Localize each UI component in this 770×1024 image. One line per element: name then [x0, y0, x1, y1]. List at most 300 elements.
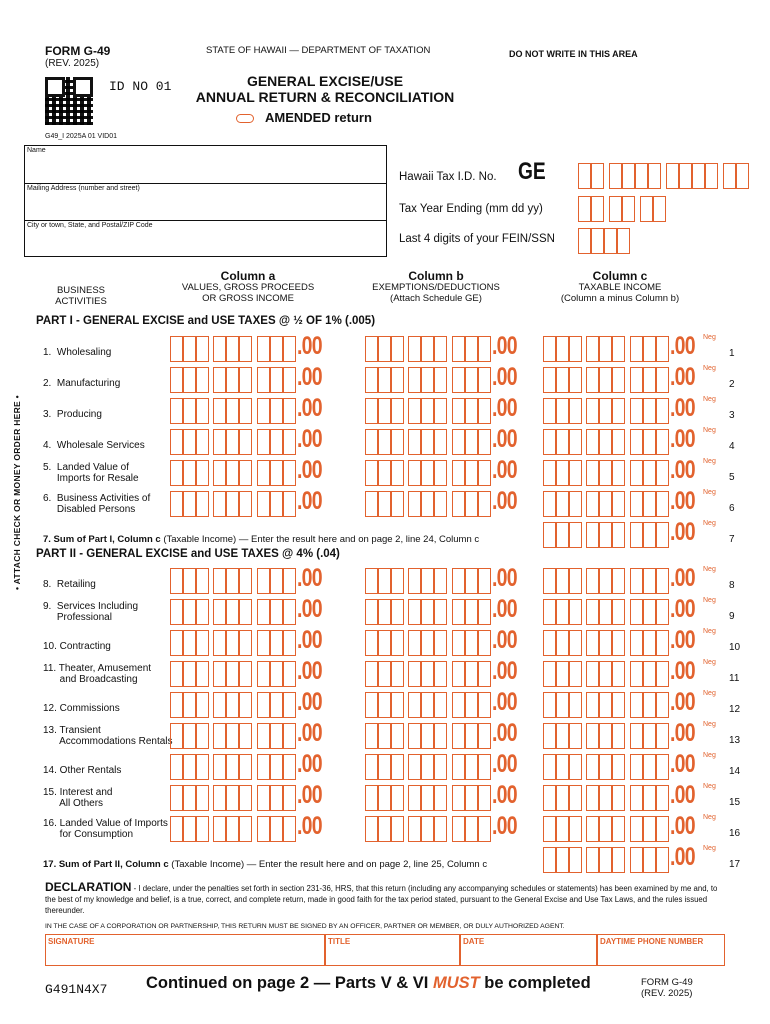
digit-box[interactable] — [408, 816, 421, 842]
digit-box[interactable] — [630, 568, 643, 594]
digit-group[interactable] — [213, 367, 253, 393]
digit-group[interactable] — [452, 723, 492, 749]
digit-group[interactable] — [170, 661, 210, 687]
digit-box[interactable] — [452, 692, 465, 718]
digit-group[interactable] — [213, 785, 253, 811]
digit-box[interactable] — [239, 367, 252, 393]
digit-group[interactable] — [365, 491, 405, 517]
digit-box[interactable] — [478, 692, 491, 718]
digit-group[interactable] — [257, 723, 297, 749]
digit-box[interactable] — [213, 599, 226, 625]
digit-box[interactable] — [226, 754, 239, 780]
digit-box[interactable] — [257, 630, 270, 656]
phone-field[interactable] — [597, 934, 725, 966]
digit-box[interactable] — [226, 630, 239, 656]
digit-box[interactable] — [656, 336, 669, 362]
digit-box[interactable] — [586, 723, 599, 749]
digit-group[interactable] — [170, 367, 210, 393]
digit-group[interactable] — [257, 692, 297, 718]
digit-box[interactable] — [452, 599, 465, 625]
digit-group[interactable] — [213, 429, 253, 455]
digit-box[interactable] — [421, 661, 434, 687]
digit-box[interactable] — [196, 785, 209, 811]
digit-box[interactable] — [643, 568, 656, 594]
digit-box[interactable] — [378, 460, 391, 486]
digit-box[interactable] — [391, 460, 404, 486]
digit-box[interactable] — [196, 692, 209, 718]
digit-group[interactable] — [630, 568, 670, 594]
digit-box[interactable] — [391, 599, 404, 625]
digit-box[interactable] — [586, 398, 599, 424]
digit-box[interactable] — [226, 398, 239, 424]
digit-box[interactable] — [465, 491, 478, 517]
digit-box[interactable] — [478, 630, 491, 656]
digit-box[interactable] — [656, 599, 669, 625]
digit-box[interactable] — [170, 661, 183, 687]
digit-box[interactable] — [452, 785, 465, 811]
digit-box[interactable] — [612, 491, 625, 517]
digit-box[interactable] — [556, 599, 569, 625]
date-field[interactable] — [460, 934, 597, 966]
digit-box[interactable] — [599, 630, 612, 656]
digit-box[interactable] — [408, 754, 421, 780]
digit-box[interactable] — [478, 661, 491, 687]
tax-year-boxes[interactable] — [578, 196, 678, 222]
digit-box[interactable] — [643, 630, 656, 656]
digit-box[interactable] — [556, 336, 569, 362]
digit-box[interactable] — [257, 754, 270, 780]
digit-box[interactable] — [170, 336, 183, 362]
digit-group[interactable] — [365, 398, 405, 424]
digit-group[interactable] — [170, 568, 210, 594]
digit-box[interactable] — [599, 847, 612, 873]
digit-box[interactable] — [239, 816, 252, 842]
digit-group[interactable] — [543, 568, 583, 594]
digit-box[interactable] — [196, 491, 209, 517]
digit-box[interactable] — [543, 754, 556, 780]
digit-box[interactable] — [478, 429, 491, 455]
digit-box[interactable] — [239, 692, 252, 718]
digit-group[interactable] — [170, 816, 210, 842]
digit-box[interactable] — [612, 522, 625, 548]
digit-box[interactable] — [569, 522, 582, 548]
digit-box[interactable] — [365, 460, 378, 486]
digit-group[interactable] — [257, 398, 297, 424]
digit-box[interactable] — [365, 568, 378, 594]
digit-box[interactable] — [391, 429, 404, 455]
digit-box[interactable] — [378, 661, 391, 687]
title-field[interactable] — [325, 934, 460, 966]
digit-box[interactable] — [656, 460, 669, 486]
digit-box[interactable] — [408, 367, 421, 393]
digit-box[interactable] — [283, 398, 296, 424]
digit-group[interactable] — [543, 661, 583, 687]
digit-box[interactable] — [630, 754, 643, 780]
digit-box[interactable] — [569, 785, 582, 811]
digit-group[interactable] — [630, 816, 670, 842]
digit-box[interactable] — [257, 785, 270, 811]
digit-box[interactable] — [196, 568, 209, 594]
digit-box[interactable] — [257, 336, 270, 362]
digit-box[interactable] — [622, 196, 635, 222]
digit-group[interactable] — [170, 785, 210, 811]
digit-box[interactable] — [679, 163, 692, 189]
digit-box[interactable] — [434, 460, 447, 486]
digit-box[interactable] — [643, 599, 656, 625]
digit-group[interactable] — [543, 367, 583, 393]
digit-box[interactable] — [656, 398, 669, 424]
digit-group[interactable] — [630, 630, 670, 656]
digit-group[interactable] — [630, 491, 670, 517]
digit-box[interactable] — [543, 367, 556, 393]
digit-box[interactable] — [643, 460, 656, 486]
digit-box[interactable] — [656, 723, 669, 749]
digit-box[interactable] — [270, 336, 283, 362]
digit-box[interactable] — [183, 692, 196, 718]
digit-group[interactable] — [257, 816, 297, 842]
digit-group[interactable] — [365, 599, 405, 625]
digit-group[interactable] — [170, 599, 210, 625]
digit-group[interactable] — [213, 723, 253, 749]
digit-group[interactable] — [408, 460, 448, 486]
digit-box[interactable] — [578, 163, 591, 189]
digit-group[interactable] — [170, 723, 210, 749]
digit-box[interactable] — [599, 522, 612, 548]
digit-group[interactable] — [408, 599, 448, 625]
digit-box[interactable] — [183, 491, 196, 517]
digit-box[interactable] — [213, 723, 226, 749]
digit-group[interactable] — [257, 460, 297, 486]
digit-group[interactable] — [408, 398, 448, 424]
digit-box[interactable] — [630, 522, 643, 548]
digit-box[interactable] — [599, 429, 612, 455]
digit-box[interactable] — [604, 228, 617, 254]
digit-group[interactable] — [586, 816, 626, 842]
digit-box[interactable] — [586, 661, 599, 687]
digit-box[interactable] — [434, 630, 447, 656]
digit-box[interactable] — [543, 785, 556, 811]
digit-box[interactable] — [434, 723, 447, 749]
digit-box[interactable] — [617, 228, 630, 254]
digit-box[interactable] — [643, 723, 656, 749]
digit-box[interactable] — [408, 429, 421, 455]
digit-group[interactable] — [543, 630, 583, 656]
digit-box[interactable] — [239, 723, 252, 749]
digit-group[interactable] — [452, 754, 492, 780]
digit-box[interactable] — [408, 692, 421, 718]
digit-box[interactable] — [226, 816, 239, 842]
digit-group[interactable] — [170, 429, 210, 455]
digit-box[interactable] — [586, 429, 599, 455]
digit-box[interactable] — [196, 816, 209, 842]
digit-group[interactable] — [630, 785, 670, 811]
digit-box[interactable] — [586, 522, 599, 548]
digit-box[interactable] — [569, 599, 582, 625]
digit-box[interactable] — [478, 599, 491, 625]
digit-group[interactable] — [408, 723, 448, 749]
digit-box[interactable] — [213, 692, 226, 718]
digit-box[interactable] — [586, 847, 599, 873]
digit-box[interactable] — [434, 429, 447, 455]
digit-group[interactable] — [408, 491, 448, 517]
digit-box[interactable] — [586, 785, 599, 811]
digit-box[interactable] — [226, 568, 239, 594]
digit-box[interactable] — [630, 847, 643, 873]
digit-group[interactable] — [365, 367, 405, 393]
digit-box[interactable] — [586, 336, 599, 362]
digit-box[interactable] — [643, 785, 656, 811]
digit-box[interactable] — [283, 568, 296, 594]
digit-box[interactable] — [421, 754, 434, 780]
digit-box[interactable] — [612, 692, 625, 718]
digit-box[interactable] — [183, 398, 196, 424]
digit-box[interactable] — [630, 723, 643, 749]
digit-box[interactable] — [586, 630, 599, 656]
digit-group[interactable] — [213, 661, 253, 687]
digit-group[interactable] — [408, 754, 448, 780]
digit-box[interactable] — [465, 568, 478, 594]
digit-box[interactable] — [656, 816, 669, 842]
digit-box[interactable] — [556, 630, 569, 656]
digit-group[interactable] — [257, 568, 297, 594]
digit-box[interactable] — [239, 460, 252, 486]
digit-box[interactable] — [196, 367, 209, 393]
digit-box[interactable] — [543, 661, 556, 687]
digit-group[interactable] — [630, 754, 670, 780]
digit-box[interactable] — [183, 367, 196, 393]
digit-group[interactable] — [630, 723, 670, 749]
amended-checkbox[interactable] — [236, 114, 254, 123]
digit-box[interactable] — [666, 163, 679, 189]
digit-box[interactable] — [465, 692, 478, 718]
digit-group[interactable] — [257, 661, 297, 687]
digit-box[interactable] — [569, 754, 582, 780]
digit-box[interactable] — [556, 429, 569, 455]
digit-group[interactable] — [170, 336, 210, 362]
digit-box[interactable] — [283, 630, 296, 656]
digit-box[interactable] — [656, 692, 669, 718]
digit-group[interactable] — [543, 522, 583, 548]
digit-box[interactable] — [378, 630, 391, 656]
digit-box[interactable] — [270, 630, 283, 656]
digit-box[interactable] — [586, 754, 599, 780]
digit-box[interactable] — [421, 367, 434, 393]
digit-group[interactable] — [170, 398, 210, 424]
digit-box[interactable] — [543, 847, 556, 873]
digit-group[interactable] — [586, 723, 626, 749]
digit-box[interactable] — [543, 398, 556, 424]
digit-group[interactable] — [586, 491, 626, 517]
digit-group[interactable] — [408, 630, 448, 656]
digit-box[interactable] — [599, 398, 612, 424]
digit-group[interactable] — [365, 568, 405, 594]
digit-box[interactable] — [283, 785, 296, 811]
digit-box[interactable] — [170, 723, 183, 749]
digit-box[interactable] — [569, 816, 582, 842]
digit-box[interactable] — [465, 429, 478, 455]
digit-group[interactable] — [213, 460, 253, 486]
digit-group[interactable] — [365, 661, 405, 687]
digit-box[interactable] — [452, 460, 465, 486]
digit-group[interactable] — [452, 630, 492, 656]
digit-box[interactable] — [213, 491, 226, 517]
digit-box[interactable] — [257, 692, 270, 718]
negative-indicator[interactable]: Neg — [703, 520, 716, 527]
digit-box[interactable] — [556, 661, 569, 687]
digit-box[interactable] — [365, 336, 378, 362]
digit-box[interactable] — [239, 429, 252, 455]
digit-box[interactable] — [591, 163, 604, 189]
digit-box[interactable] — [283, 816, 296, 842]
digit-box[interactable] — [630, 336, 643, 362]
digit-box[interactable] — [226, 429, 239, 455]
digit-box[interactable] — [421, 429, 434, 455]
digit-box[interactable] — [586, 367, 599, 393]
digit-box[interactable] — [569, 491, 582, 517]
digit-box[interactable] — [612, 336, 625, 362]
digit-box[interactable] — [692, 163, 705, 189]
digit-box[interactable] — [196, 754, 209, 780]
digit-box[interactable] — [599, 367, 612, 393]
digit-box[interactable] — [408, 723, 421, 749]
digit-group[interactable] — [365, 754, 405, 780]
digit-box[interactable] — [599, 754, 612, 780]
digit-group[interactable] — [170, 491, 210, 517]
digit-box[interactable] — [226, 723, 239, 749]
digit-box[interactable] — [408, 491, 421, 517]
digit-box[interactable] — [612, 630, 625, 656]
digit-box[interactable] — [556, 847, 569, 873]
digit-box[interactable] — [283, 661, 296, 687]
digit-box[interactable] — [270, 460, 283, 486]
digit-box[interactable] — [452, 630, 465, 656]
digit-box[interactable] — [478, 785, 491, 811]
digit-box[interactable] — [599, 816, 612, 842]
digit-box[interactable] — [270, 367, 283, 393]
digit-box[interactable] — [465, 754, 478, 780]
digit-box[interactable] — [257, 367, 270, 393]
digit-box[interactable] — [226, 336, 239, 362]
digit-box[interactable] — [196, 460, 209, 486]
digit-box[interactable] — [612, 367, 625, 393]
digit-group[interactable] — [586, 522, 626, 548]
digit-box[interactable] — [283, 460, 296, 486]
digit-box[interactable] — [257, 816, 270, 842]
digit-box[interactable] — [408, 661, 421, 687]
digit-box[interactable] — [365, 692, 378, 718]
digit-group[interactable] — [543, 816, 583, 842]
digit-group[interactable] — [630, 847, 670, 873]
digit-box[interactable] — [183, 336, 196, 362]
digit-box[interactable] — [630, 460, 643, 486]
digit-box[interactable] — [591, 196, 604, 222]
digit-box[interactable] — [434, 336, 447, 362]
digit-group[interactable] — [452, 692, 492, 718]
digit-box[interactable] — [421, 336, 434, 362]
digit-box[interactable] — [365, 398, 378, 424]
digit-group[interactable] — [257, 785, 297, 811]
digit-box[interactable] — [543, 460, 556, 486]
digit-box[interactable] — [170, 568, 183, 594]
digit-box[interactable] — [196, 630, 209, 656]
digit-box[interactable] — [543, 692, 556, 718]
digit-box[interactable] — [452, 429, 465, 455]
digit-box[interactable] — [170, 692, 183, 718]
digit-box[interactable] — [283, 429, 296, 455]
digit-box[interactable] — [586, 599, 599, 625]
digit-group[interactable] — [365, 336, 405, 362]
digit-box[interactable] — [213, 460, 226, 486]
digit-group[interactable] — [213, 692, 253, 718]
digit-group[interactable] — [586, 785, 626, 811]
digit-box[interactable] — [196, 723, 209, 749]
digit-box[interactable] — [270, 692, 283, 718]
digit-group[interactable] — [543, 398, 583, 424]
digit-box[interactable] — [543, 630, 556, 656]
digit-group[interactable] — [170, 630, 210, 656]
digit-box[interactable] — [465, 816, 478, 842]
digit-box[interactable] — [656, 661, 669, 687]
digit-group[interactable] — [452, 816, 492, 842]
digit-group[interactable] — [408, 568, 448, 594]
digit-box[interactable] — [478, 398, 491, 424]
digit-group[interactable] — [257, 429, 297, 455]
digit-group[interactable] — [408, 336, 448, 362]
address-field[interactable] — [24, 184, 387, 221]
digit-box[interactable] — [656, 785, 669, 811]
digit-box[interactable] — [257, 723, 270, 749]
digit-box[interactable] — [656, 522, 669, 548]
digit-group[interactable] — [408, 692, 448, 718]
digit-box[interactable] — [183, 568, 196, 594]
digit-group[interactable] — [408, 785, 448, 811]
digit-box[interactable] — [170, 816, 183, 842]
digit-box[interactable] — [630, 599, 643, 625]
digit-box[interactable] — [478, 723, 491, 749]
digit-box[interactable] — [391, 692, 404, 718]
digit-box[interactable] — [283, 723, 296, 749]
digit-box[interactable] — [630, 491, 643, 517]
digit-box[interactable] — [478, 568, 491, 594]
negative-indicator[interactable]: Neg — [703, 365, 716, 372]
digit-box[interactable] — [365, 599, 378, 625]
digit-box[interactable] — [452, 336, 465, 362]
digit-box[interactable] — [183, 723, 196, 749]
digit-box[interactable] — [257, 491, 270, 517]
digit-box[interactable] — [183, 630, 196, 656]
digit-box[interactable] — [612, 568, 625, 594]
digit-box[interactable] — [421, 568, 434, 594]
digit-box[interactable] — [408, 630, 421, 656]
tax-id-boxes[interactable] — [578, 163, 748, 189]
digit-box[interactable] — [556, 785, 569, 811]
digit-box[interactable] — [569, 460, 582, 486]
digit-box[interactable] — [452, 491, 465, 517]
digit-group[interactable] — [586, 568, 626, 594]
digit-box[interactable] — [569, 630, 582, 656]
negative-indicator[interactable]: Neg — [703, 814, 716, 821]
negative-indicator[interactable]: Neg — [703, 690, 716, 697]
digit-box[interactable] — [452, 661, 465, 687]
digit-box[interactable] — [465, 785, 478, 811]
digit-box[interactable] — [434, 754, 447, 780]
digit-box[interactable] — [239, 630, 252, 656]
digit-box[interactable] — [270, 661, 283, 687]
digit-box[interactable] — [213, 429, 226, 455]
digit-box[interactable] — [635, 163, 648, 189]
digit-box[interactable] — [196, 599, 209, 625]
digit-box[interactable] — [556, 367, 569, 393]
